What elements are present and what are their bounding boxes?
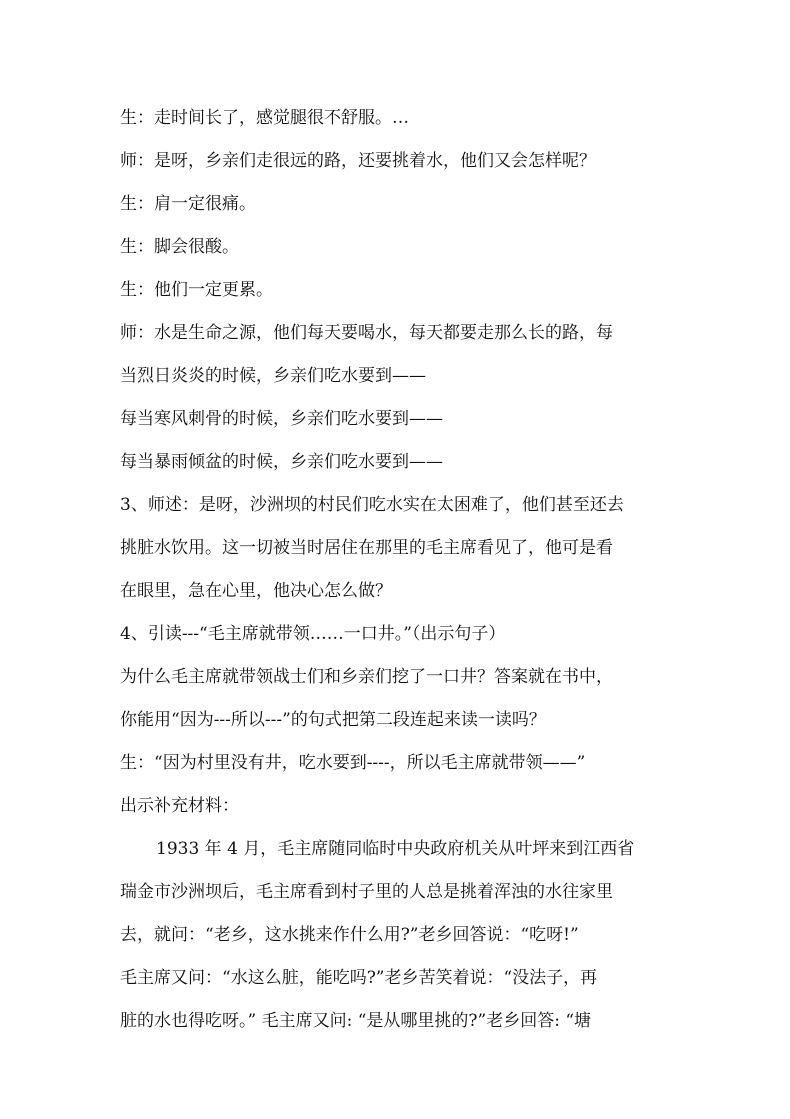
dialogue-line: 当烈日炎炎的时候，乡亲们吃水要到——	[120, 366, 426, 386]
dialogue-line: 每当暴雨倾盆的时候，乡亲们吃水要到——	[120, 452, 443, 472]
paragraph-line: 挑脏水饮用。这一切被当时居住在那里的毛主席看见了，他可是看	[120, 538, 613, 558]
dialogue-line: 生：“因为村里没有井，吃水要到----，所以毛主席就带领——”	[120, 753, 586, 773]
dialogue-line: 生：脚会很酸。	[120, 237, 239, 257]
dialogue-line: 每当寒风刺骨的时候，乡亲们吃水要到——	[120, 409, 443, 429]
material-line: 毛主席又问：“水这么脏，能吃吗?”老乡苦笑着说：“没法子，再	[120, 968, 598, 988]
dialogue-line: 生：他们一定更累。	[120, 280, 273, 300]
section-heading: 出示补充材料：	[120, 796, 239, 816]
paragraph-line: 4、引读---“毛主席就带领……一口井。”（出示句子）	[120, 624, 506, 644]
dialogue-line: 生：肩一定很痛。	[120, 194, 256, 214]
dialogue-line: 师：水是生命之源，他们每天要喝水，每天都要走那么长的路，每	[120, 323, 613, 343]
dialogue-line: 生：走时间长了，感觉腿很不舒服。…	[120, 108, 409, 128]
dialogue-line: 师：是呀，乡亲们走很远的路，还要挑着水，他们又会怎样呢？	[120, 151, 596, 171]
material-line: 去，就问：“老乡，这水挑来作什么用?”老乡回答说：“吃呀!”	[120, 925, 579, 945]
paragraph-line: 为什么毛主席就带领战士们和乡亲们挖了一口井？答案就在书中，	[120, 667, 613, 687]
paragraph-line: 3、师述：是呀，沙洲坝的村民们吃水实在太困难了，他们甚至还去	[120, 495, 624, 515]
material-line: 1933 年 4 月，毛主席随同临时中央政府机关从叶坪来到江西省	[156, 839, 635, 859]
material-line: 瑞金市沙洲坝后，毛主席看到村子里的人总是挑着浑浊的水往家里	[120, 882, 613, 902]
paragraph-line: 在眼里，急在心里，他决心怎么做？	[120, 581, 392, 601]
paragraph-line: 你能用“因为---所以---”的句式把第二段连起来读一读吗？	[120, 710, 546, 730]
material-line: 脏的水也得吃呀。” 毛主席又问: “是从哪里挑的?”老乡回答: “塘	[120, 1011, 592, 1031]
